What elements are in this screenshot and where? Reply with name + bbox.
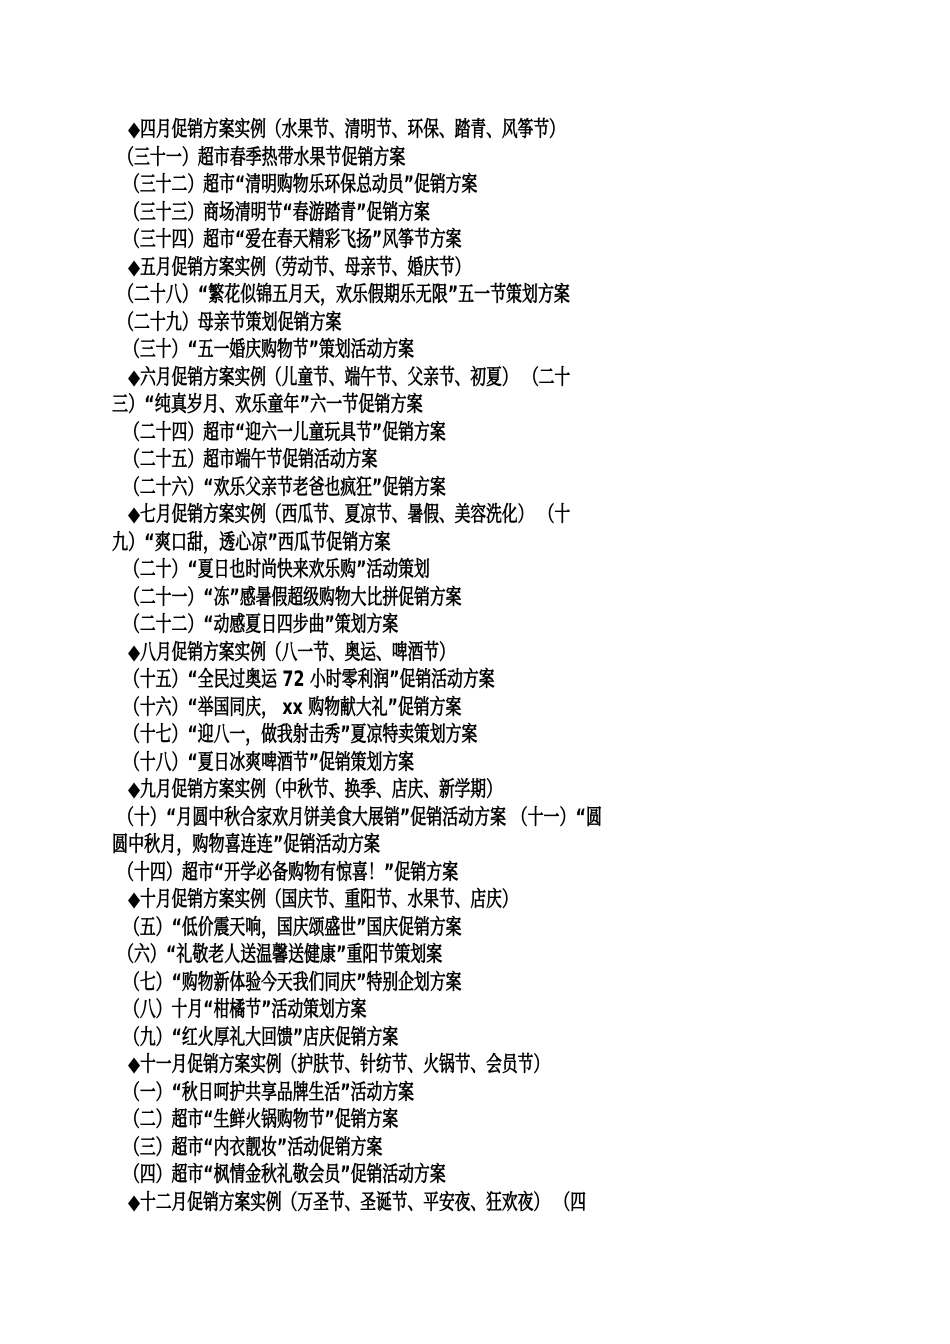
month-heading: ◆十一月促销方案实例（护肤节、针纺节、火锅节、会员节）	[128, 1052, 550, 1076]
month-heading: ◆七月促销方案实例（西瓜节、夏凉节、暑假、美容洗化） （十	[128, 502, 571, 526]
outline-list	[0, 116, 950, 1216]
list-item: （十四）超市“开学必备购物有惊喜！”促销方案	[118, 859, 459, 884]
list-item: （十五）“全民过奥运 72 小时零利润”促销活动方案	[124, 667, 495, 691]
list-item: （九）“红火厚礼大回馈”店庆促销方案	[124, 1024, 399, 1049]
list-item: （二十八）“繁花似锦五月天，欢乐假期乐无限”五一节策划方案	[118, 282, 570, 306]
list-item: （十七）“迎八一，做我射击秀”夏凉特卖策划方案	[124, 722, 478, 746]
month-heading: ◆九月促销方案实例（中秋节、换季、店庆、新学期）	[128, 777, 502, 801]
list-item: （三十二）超市“清明购物乐环保总动员”促销方案	[124, 172, 478, 196]
list-item: （三十三）商场清明节“春游踏青”促销方案	[124, 199, 430, 224]
list-item: （六）“礼敬老人送温馨送健康”重阳节策划案	[118, 942, 443, 966]
list-item: （五）“低价震天响，国庆颂盛世”国庆促销方案	[124, 914, 462, 939]
month-heading: ◆十二月促销方案实例（万圣节、圣诞节、平安夜、狂欢夜） （四	[128, 1189, 586, 1214]
list-item: （二十一）“冻”感暑假超级购物大比拼促销方案	[124, 584, 462, 609]
list-item: （十六）“举国同庆， xx 购物献大礼”促销方案	[124, 694, 462, 719]
list-item: （十八）“夏日冰爽啤酒节”促销策划方案	[124, 749, 414, 774]
list-item: 圆中秋月，购物喜连连”促销活动方案	[112, 832, 380, 856]
month-heading: ◆八月促销方案实例（八一节、奥运、啤酒节）	[128, 639, 455, 664]
list-item: （二十九）母亲节策划促销方案	[118, 309, 342, 334]
list-item: （二十六）“欢乐父亲节老爸也疯狂”促销方案	[124, 474, 446, 499]
month-heading: ◆五月促销方案实例（劳动节、母亲节、婚庆节）	[128, 254, 471, 279]
list-item: （一）“秋日呵护共享品牌生活”活动方案	[124, 1079, 414, 1104]
list-item: （二）超市“生鲜火锅购物节”促销方案	[124, 1107, 399, 1131]
list-item: （三）超市“内衣靓妆”活动促销方案	[124, 1134, 383, 1159]
list-item: 九）“爽口甜，透心凉”西瓜节促销方案	[112, 529, 391, 554]
list-item: （八）十月“柑橘节”活动策划方案	[124, 997, 367, 1021]
list-item: （二十）“夏日也时尚快来欢乐购”活动策划	[124, 557, 430, 581]
list-item: 三）“纯真岁月、欢乐童年”六一节促销方案	[112, 392, 423, 416]
month-heading: ◆四月促销方案实例（水果节、清明节、环保、踏青、风筝节）	[128, 117, 565, 141]
month-heading: ◆六月促销方案实例（儿童节、端午节、父亲节、初夏） （二十	[128, 364, 571, 389]
list-item: （十）“月圆中秋合家欢月饼美食大展销”促销活动方案 （十一）“圆	[118, 804, 602, 829]
month-heading: ◆十月促销方案实例（国庆节、重阳节、水果节、店庆）	[128, 887, 518, 911]
list-item: （三十四）超市“爱在春天精彩飞扬”风筝节方案	[124, 227, 462, 251]
list-item: （二十五）超市端午节促销活动方案	[124, 447, 378, 471]
list-item: （二十四）超市“迎六一儿童玩具节”促销方案	[124, 419, 446, 444]
list-item: （三十一）超市春季热带水果节促销方案	[118, 144, 406, 169]
list-item: （七）“购物新体验今天我们同庆”特别企划方案	[124, 969, 462, 994]
list-item: （三十）“五一婚庆购物节”策划活动方案	[124, 337, 414, 361]
list-item: （四）超市“枫情金秋礼敬会员”促销活动方案	[124, 1162, 446, 1186]
list-item: （二十二）“动感夏日四步曲”策划方案	[124, 612, 399, 636]
